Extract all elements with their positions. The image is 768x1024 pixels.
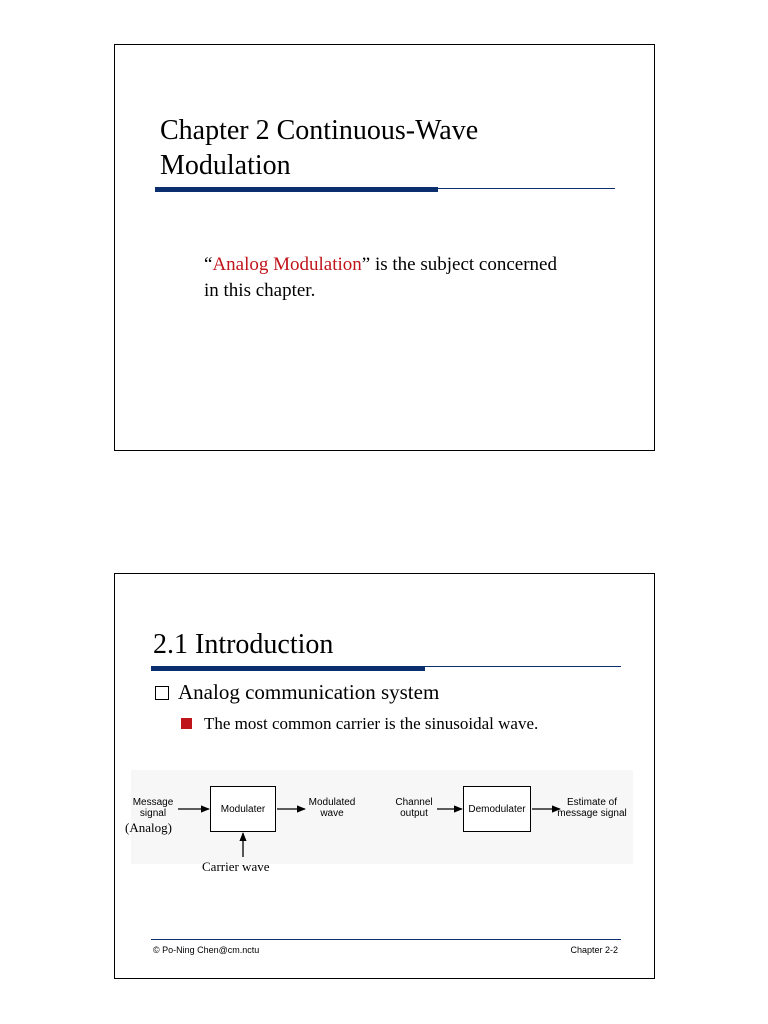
sub-bullet-text: The most common carrier is the sinusoidal wave. — [204, 714, 539, 733]
carrier-wave-label: Carrier wave — [202, 859, 270, 874]
message-signal-label: Message signal — [132, 797, 174, 819]
modulated-wave-label: Modulated wave — [308, 797, 356, 819]
footer-page-number: Chapter 2-2 — [570, 945, 618, 955]
slide-2 — [114, 573, 655, 979]
analog-label: (Analog) — [125, 820, 172, 835]
slide-1 — [114, 44, 655, 451]
highlight-analog-modulation: Analog Modulation — [212, 254, 362, 275]
diagram-arrows — [115, 574, 656, 980]
bullet-text: Analog communication system — [178, 680, 440, 704]
slide2-title: 2.1 Introduction — [153, 629, 334, 660]
body-text-after: ” is the subject concerned — [361, 254, 557, 275]
slide1-title-line2: Modulation — [160, 150, 291, 181]
slide1-body — [204, 252, 624, 304]
footer-rule — [151, 939, 621, 940]
estimate-label: Estimate of message signal — [557, 797, 627, 819]
demodulator-block: Demodulater — [463, 786, 531, 832]
body-text-line2: in this chapter. — [204, 280, 316, 301]
title-underline-thick — [155, 187, 438, 192]
modulator-block: Modulater — [210, 786, 276, 832]
footer-author: © Po-Ning Chen@cm.nctu — [153, 945, 260, 955]
title-underline-thin — [438, 188, 615, 189]
slide1-title-line1: Chapter 2 Continuous-Wave — [160, 115, 479, 146]
quote-open: “ — [204, 254, 213, 275]
channel-output-label: Channel output — [395, 797, 433, 819]
